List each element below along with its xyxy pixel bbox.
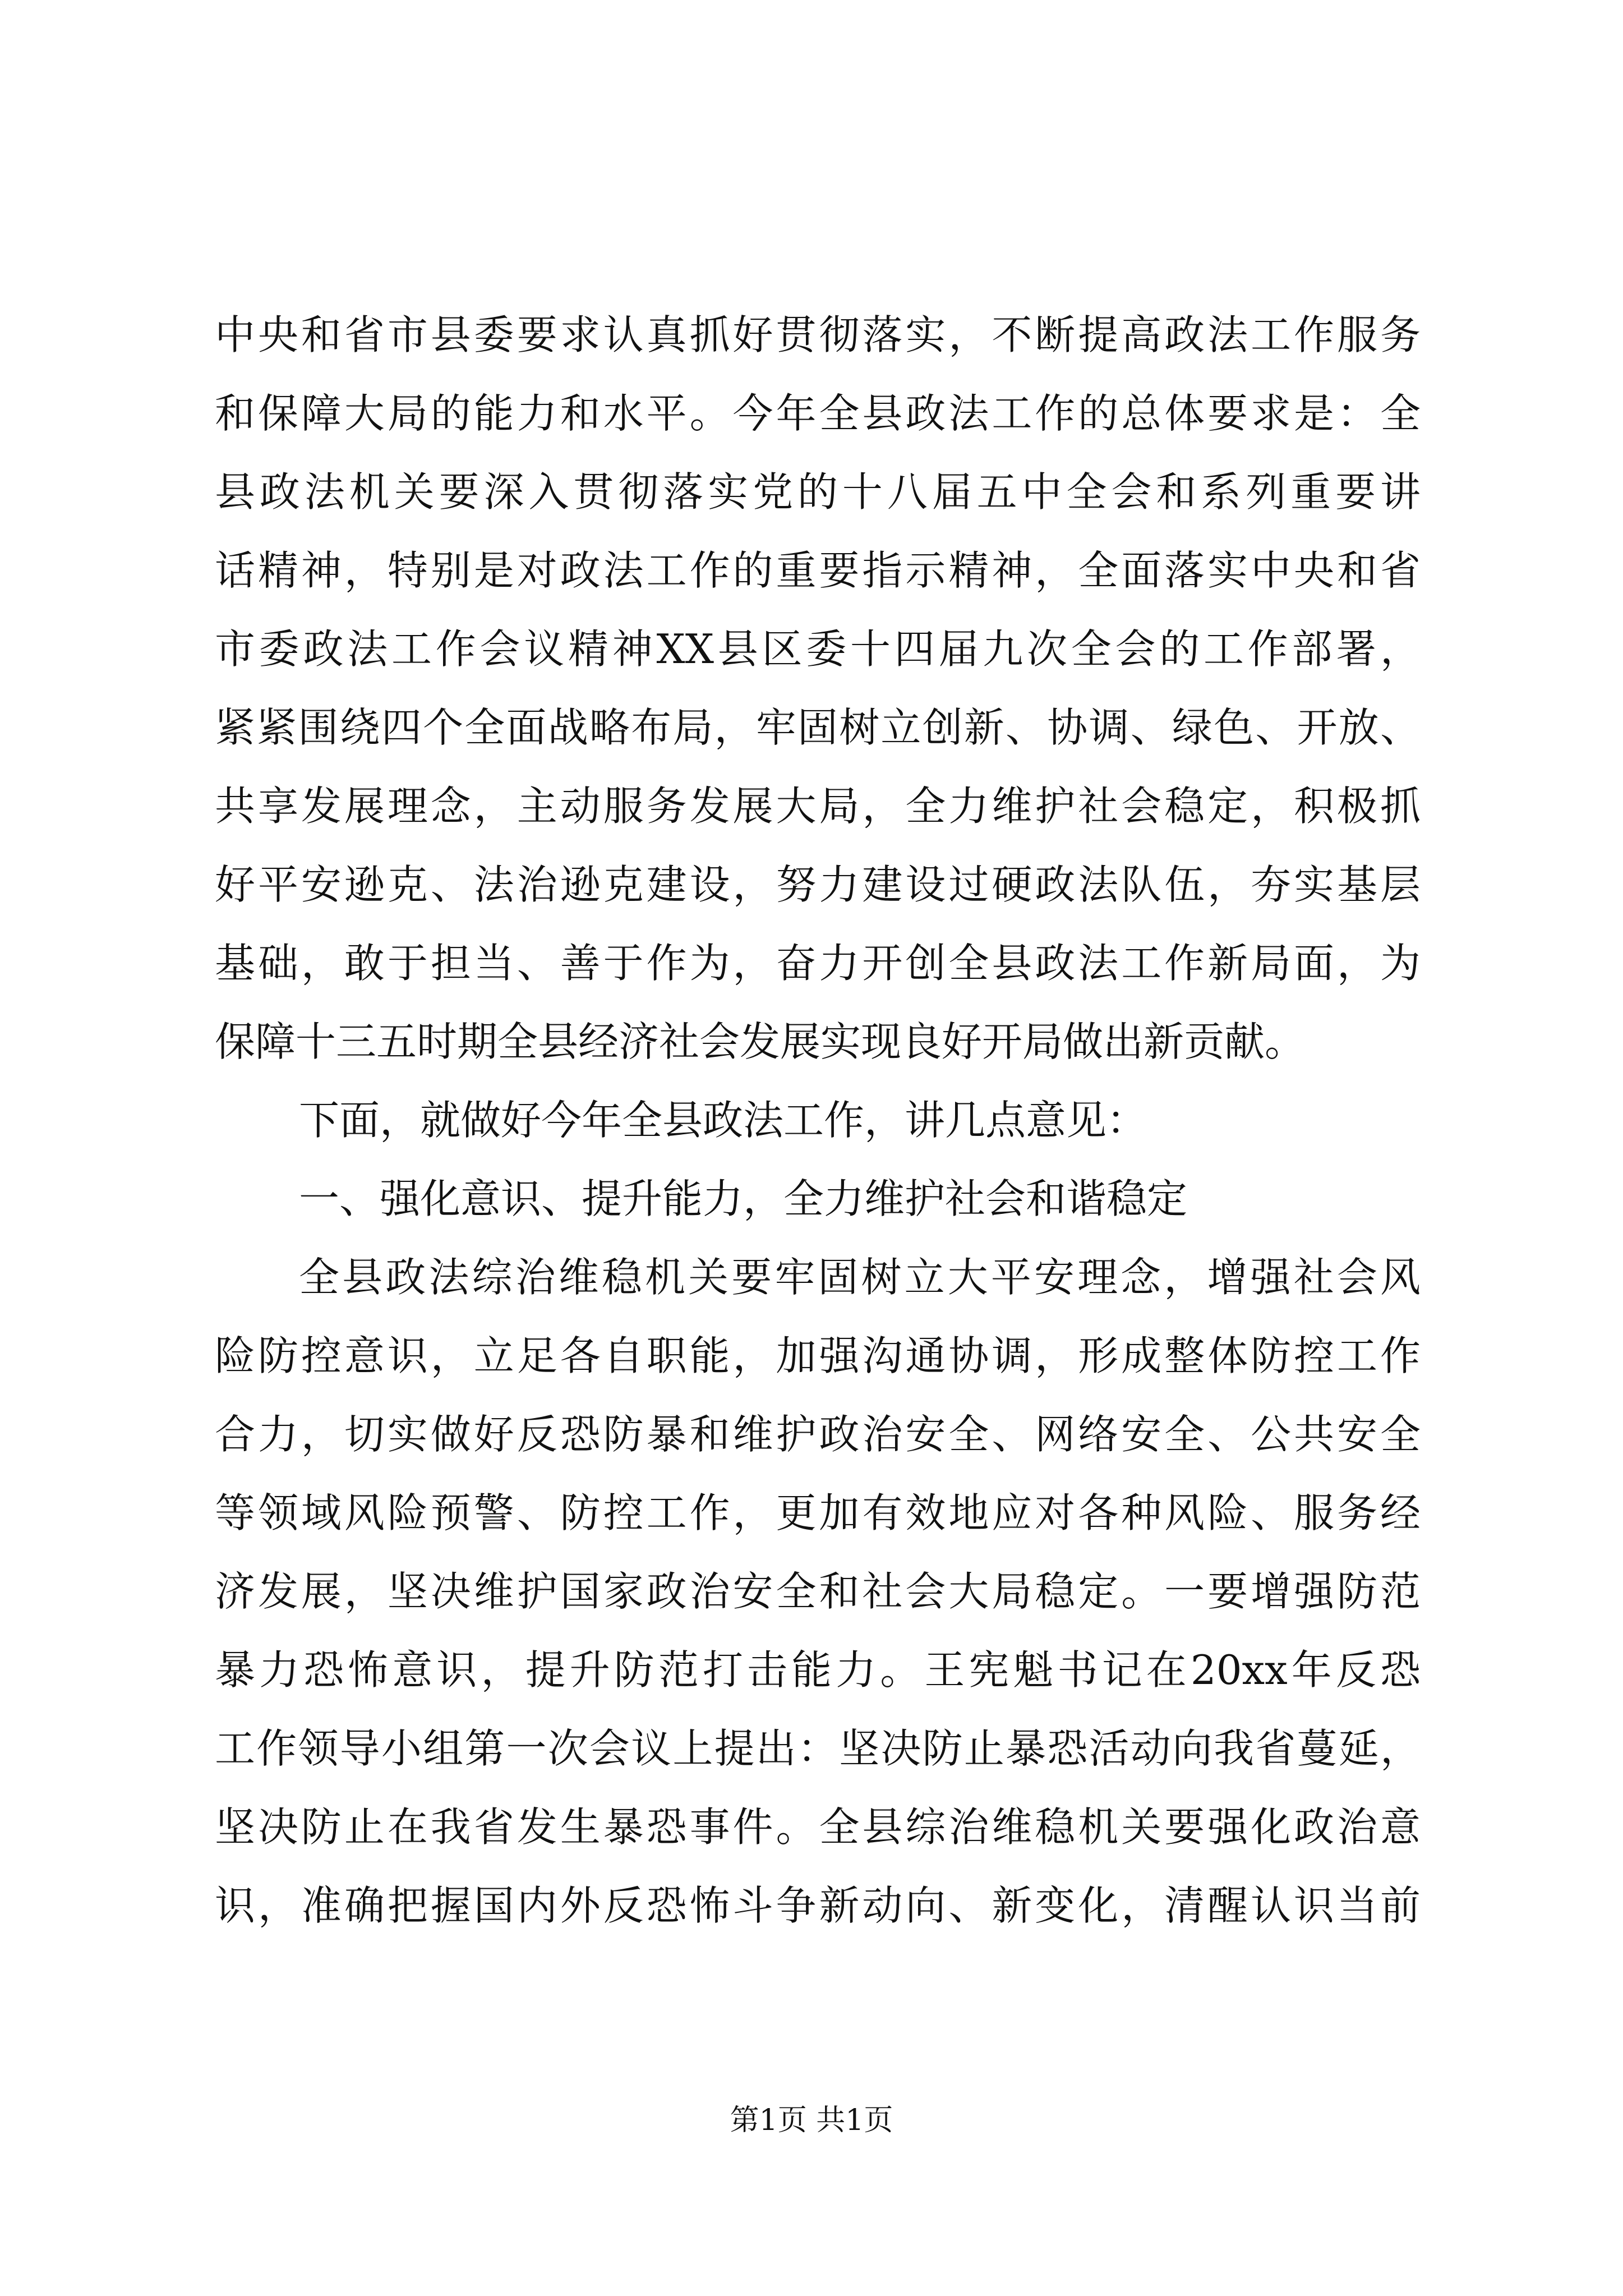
text-line: 识，准确把握国内外反恐怖斗争新动向、新变化，清醒认识当前 xyxy=(215,1882,1421,1929)
text-line: 全县政法综治维稳机关要牢固树立大平安理念，增强社会风 xyxy=(299,1254,1421,1301)
text-line: 坚决防止在我省发生暴恐事件。全县综治维稳机关要强化政治意 xyxy=(215,1803,1421,1851)
text-line: 中央和省市县委要求认真抓好贯彻落实，不断提高政法工作服务 xyxy=(215,311,1421,358)
text-line: 险防控意识，立足各自职能，加强沟通协调，形成整体防控工作 xyxy=(215,1332,1421,1379)
section-heading: 一、强化意识、提升能力，全力维护社会和谐稳定 xyxy=(299,1175,1188,1222)
text-line: 紧紧围绕四个全面战略布局，牢固树立创新、协调、绿色、开放、 xyxy=(215,704,1421,751)
text-line: 济发展，坚决维护国家政治安全和社会大局稳定。一要增强防范 xyxy=(215,1568,1421,1615)
text-line: 好平安逊克、法治逊克建设，努力建设过硬政法队伍，夯实基层 xyxy=(215,861,1421,908)
text-line: 话精神，特别是对政法工作的重要指示精神，全面落实中央和省 xyxy=(215,547,1421,594)
text-line: 暴力恐怖意识，提升防范打击能力。王宪魁书记在20xx年反恐 xyxy=(215,1646,1421,1694)
text-line: 等领域风险预警、防控工作，更加有效地应对各种风险、服务经 xyxy=(215,1489,1421,1536)
page-footer: 第1页 共1页 xyxy=(730,2104,893,2137)
text-line: 县政法机关要深入贯彻落实党的十八届五中全会和系列重要讲 xyxy=(215,468,1421,516)
text-line: 市委政法工作会议精神XX县区委十四届九次全会的工作部署， xyxy=(215,625,1421,673)
text-line: 共享发展理念，主动服务发展大局，全力维护社会稳定，积极抓 xyxy=(215,783,1421,830)
text-line: 保障十三五时期全县经济社会发展实现良好开局做出新贡献。 xyxy=(215,1018,1306,1065)
text-line: 合力，切实做好反恐防暴和维护政治安全、网络安全、公共安全 xyxy=(215,1411,1421,1458)
text-line: 基础，敢于担当、善于作为，奋力开创全县政法工作新局面，为 xyxy=(215,940,1421,987)
text-line: 和保障大局的能力和水平。今年全县政法工作的总体要求是：全 xyxy=(215,390,1421,437)
text-line: 工作领导小组第一次会议上提出：坚决防止暴恐活动向我省蔓延， xyxy=(215,1725,1421,1772)
text-line: 下面，就做好今年全县政法工作，讲几点意见： xyxy=(299,1097,1147,1144)
